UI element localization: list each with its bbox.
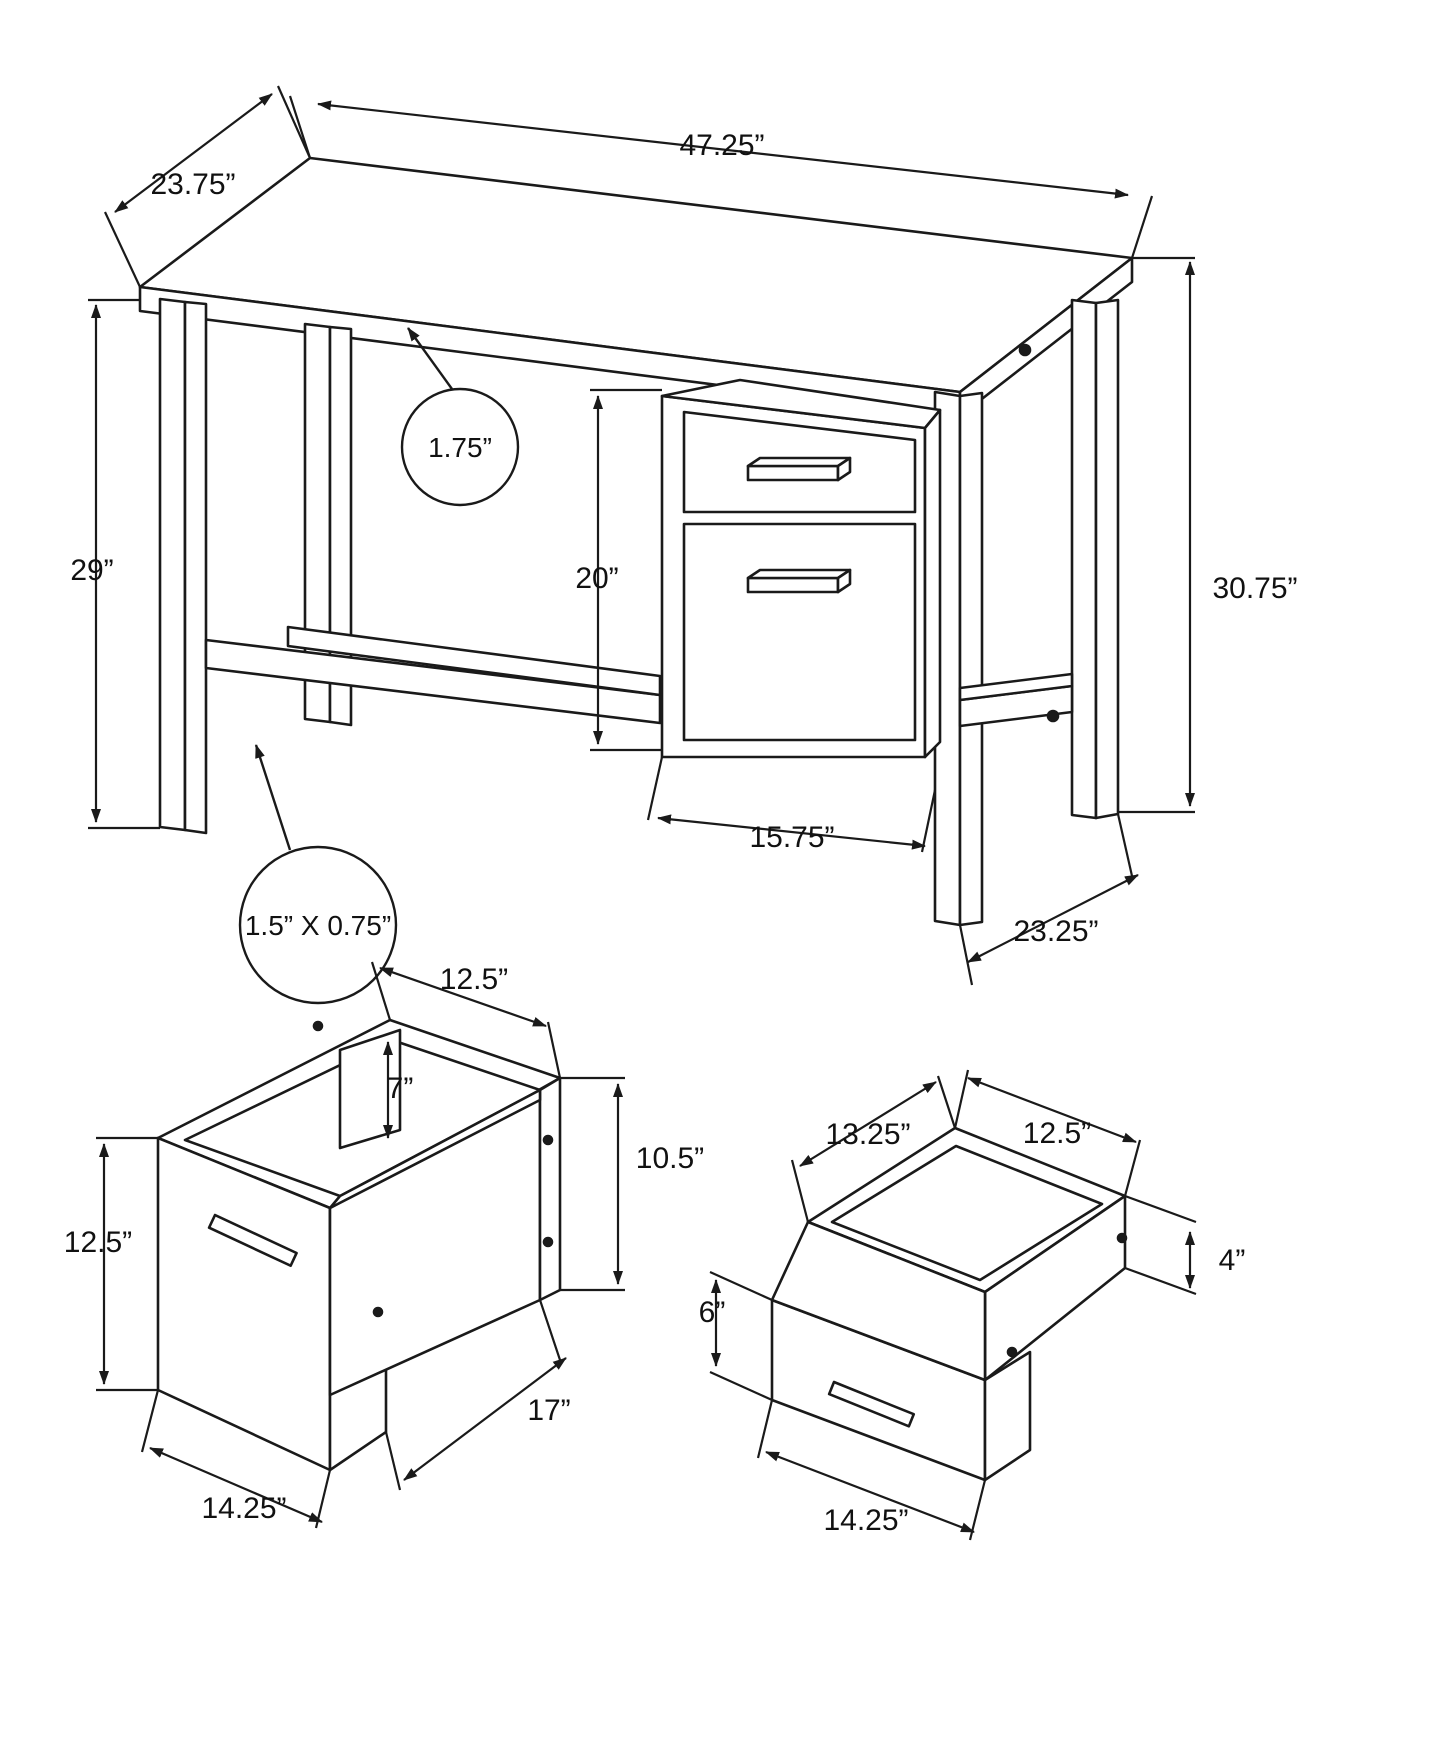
ext-sd-depth-front: [792, 1160, 808, 1222]
leg-front-right-side: [960, 393, 982, 925]
drawer-upper-handle-top: [748, 458, 850, 466]
ext-sd-front-width-left: [758, 1400, 772, 1458]
file-drawer-screw-1: [314, 1022, 322, 1030]
dim-sd-depth: 13.25”: [825, 1118, 911, 1151]
ext-fd-width-right: [548, 1022, 560, 1078]
dim-sd-side-height: 4”: [1218, 1244, 1246, 1277]
drawer-cabinet-side: [925, 410, 940, 757]
dim-leg-height: 29”: [70, 554, 114, 587]
file-drawer-screw-4: [374, 1308, 382, 1316]
file-drawer-side-thickness: [540, 1078, 560, 1300]
small-drawer-screw-2: [1008, 1348, 1016, 1356]
leg-front-left-side: [185, 302, 206, 833]
dim-sd-width: 12.5”: [1022, 1117, 1092, 1150]
small-drawer-view: [772, 1128, 1126, 1480]
dim-cabinet-height: 20”: [575, 562, 619, 595]
ext-cabinet-left: [648, 757, 662, 820]
screw-dot-top: [1020, 345, 1030, 355]
callout-leg-profile: 1.5” X 0.75”: [244, 910, 392, 941]
drawer-lower-front: [684, 524, 915, 740]
dim-desk-width: 47.25”: [679, 129, 765, 162]
ext-depth-front: [105, 212, 140, 287]
dim-fd-depth: 17”: [527, 1394, 571, 1427]
dim-lower-depth: 23.25”: [1013, 915, 1099, 948]
ext-fd-front-width-left: [142, 1390, 158, 1452]
ext-sd-side-top: [1125, 1196, 1196, 1222]
ext-top-width-right: [1132, 196, 1152, 258]
dim-fd-inner-depth: 7”: [386, 1072, 414, 1105]
screw-dot-side: [1048, 711, 1058, 721]
callout-leader-leg: [256, 745, 290, 850]
ext-fd-depth-front: [386, 1432, 400, 1490]
leg-rear-right-side: [1096, 300, 1118, 818]
file-drawer-screw-3: [544, 1238, 552, 1246]
ext-sd-depth-rear: [938, 1076, 955, 1128]
main-desk-view: [140, 158, 1132, 925]
leg-front-left: [160, 299, 185, 830]
ext-lower-depth-rear: [1118, 814, 1132, 876]
dim-desk-total-height: 30.75”: [1212, 572, 1298, 605]
dim-cabinet-width: 15.75”: [749, 821, 835, 854]
leg-rear-right: [1072, 300, 1096, 818]
dim-desk-depth-top: 23.75”: [150, 168, 236, 201]
ext-fd-depth-rear: [540, 1300, 560, 1360]
ext-depth-rear: [278, 86, 310, 158]
drawer-lower-handle: [748, 578, 838, 592]
file-drawer-view: [158, 1020, 560, 1470]
dim-sd-front-width: 14.25”: [823, 1504, 909, 1537]
ext-sd-width-right: [1125, 1140, 1140, 1196]
file-drawer-screw-2: [544, 1136, 552, 1144]
callout-top-thickness: 1.75”: [428, 432, 492, 463]
ext-cabinet-right: [922, 790, 935, 852]
dim-fd-side-height: 10.5”: [635, 1142, 705, 1175]
small-drawer-screw-1: [1118, 1234, 1126, 1242]
ext-sd-front-bottom: [710, 1372, 772, 1400]
ext-lower-depth-front: [960, 925, 972, 985]
drawer-lower-handle-top: [748, 570, 850, 578]
dim-fd-width: 12.5”: [439, 963, 509, 996]
ext-sd-side-bottom: [1125, 1268, 1196, 1294]
dim-fd-front-width: 14.25”: [201, 1492, 287, 1525]
ext-sd-width-left: [955, 1070, 968, 1128]
dim-sd-front-height: 6”: [698, 1296, 726, 1329]
dim-fd-front-height: 12.5”: [63, 1226, 133, 1259]
drawer-upper-handle: [748, 466, 838, 480]
